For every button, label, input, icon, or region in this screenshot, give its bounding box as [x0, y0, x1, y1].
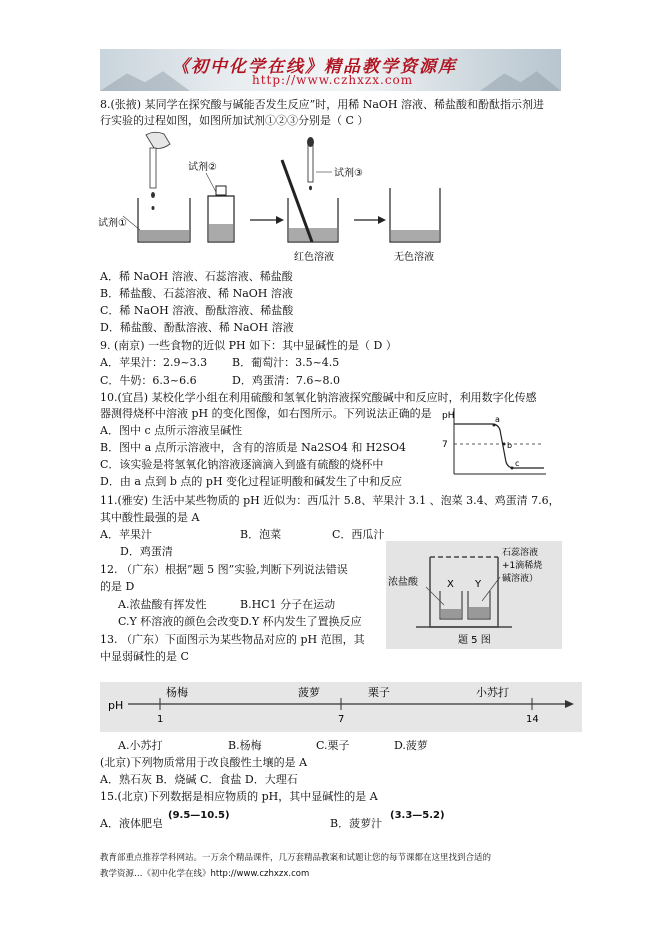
q15-option-b-value: (3.3—5.2): [390, 810, 445, 821]
cup-x-label: X: [447, 579, 454, 590]
q9-option-b: B．葡萄汁：3.5~4.5: [232, 356, 340, 369]
bottle-neck: [216, 186, 226, 195]
mountain-decoration: [480, 69, 561, 91]
q10-ph-graph: [440, 402, 550, 482]
q13-stem-line1: 13. （广东）下面图示为某些物品对应的 pH 范围，其: [100, 633, 365, 646]
q11-stem-line1: 11.(雅安) 生活中某些物质的 pH 近似为：西瓜汁 5.8、苹果汁 3.1 、泡菜 3.4、鸡蛋清 7.6，: [100, 494, 560, 507]
ph-label: pH: [108, 699, 124, 712]
q12-option-b: B.HC1 分子在运动: [240, 598, 336, 611]
q11-option-b: B．泡菜: [240, 528, 282, 541]
ph-curve: [454, 424, 544, 468]
q12-option-d: D.Y 杯内发生了置换反应: [240, 615, 362, 628]
q11-option-d: D．鸡蛋清: [120, 545, 173, 558]
item-yangmei: 杨梅: [166, 686, 188, 699]
q8-option-c: C．稀 NaOH 溶液、酚酞溶液、稀盐酸: [100, 304, 294, 317]
q8-option-a: A．稀 NaOH 溶液、石蕊溶液、稀盐酸: [100, 270, 293, 283]
acid-label: 浓盐酸: [388, 577, 418, 588]
q10-option-a: A．图中 c 点所示溶液呈碱性: [100, 424, 243, 437]
q13-option-a: A.小苏打: [118, 739, 163, 752]
q13-ph-scale: [100, 682, 582, 732]
q10-stem-line1: 10.(宜昌) 某校化学小组在利用硫酸和氢氧化钠溶液探究酸碱中和反应时，利用数字化传感: [100, 391, 537, 404]
q15-option-b: B．菠萝汁: [330, 817, 383, 830]
q13-stem-line2: 中显弱碱性的是 C: [100, 650, 189, 663]
q13-option-d: D.菠萝: [394, 739, 428, 752]
ph-axis-label: pH: [442, 411, 455, 421]
q15-option-a: A．液体肥皂: [100, 817, 163, 830]
drop-icon: [152, 206, 155, 210]
q10-option-d: D．由 a 点到 b 点的 pH 变化过程证明酸和碱发生了中和反应: [100, 475, 403, 488]
q8-stem-line2: 行实验的过程如图，如图所加试剂①②③分别是（ C ）: [100, 114, 369, 127]
q10-option-c: C．该实验是将氢氧化钠溶液逐滴滴入到盛有硫酸的烧杯中: [100, 458, 384, 471]
item-pineapple: 菠萝: [298, 686, 320, 699]
q8-experiment-figure: [98, 130, 448, 270]
q9-stem: 9. (南京) 一些食物的近似 PH 如下：其中显碱性的是（ D ）: [100, 339, 397, 352]
q9-option-a: A．苹果汁：2.9~3.3: [100, 356, 208, 369]
q10-option-b: B．图中 a 点所示溶液中，含有的溶质是 Na2SO4 和 H2SO4: [100, 441, 407, 454]
q11-option-c: C．西瓜汁: [332, 528, 385, 541]
q13-option-b: B.杨梅: [228, 739, 262, 752]
header-banner: [100, 49, 561, 91]
q14-options: A．熟石灰 B．烧碱 C．食盐 D．大理石: [100, 773, 298, 786]
solution-label-3: 碱溶液）: [502, 574, 539, 584]
banner-title: 《初中化学在线》精品教学资源库: [172, 57, 457, 77]
footer-line1: 教育部重点推荐学科网站。一万余个精品课件，几万套精品教案和试题让您的每节课都在这里找到合适的: [100, 853, 492, 863]
point-c-label: c: [515, 459, 520, 468]
reagent3-label: 试剂③: [334, 168, 363, 179]
cup-y-label: Y: [475, 579, 482, 590]
q12-stem-line2: 的是 D: [100, 580, 135, 593]
q8-option-b: B．稀盐酸、石蕊溶液、稀 NaOH 溶液: [100, 287, 293, 300]
q9-option-c: C．牛奶：6.3~6.6: [100, 374, 197, 387]
point-c: [511, 467, 514, 470]
q12-stem-line1: 12. （广东）根据”题 5 图”实验,判断下列说法错误: [100, 563, 348, 576]
colorless-solution-label: 无色溶液: [394, 252, 434, 263]
q9-option-d: D．鸡蛋清：7.6~8.0: [232, 374, 341, 387]
q8-stem-line1: 8.(张掖) 某同学在探究酸与碱能否发生反应”时，用稀 NaOH 溶液、稀盐酸和酚酞指示剂进: [100, 98, 544, 111]
q11-stem-line2: 其中酸性最强的是 A: [100, 511, 200, 524]
figure-caption: 题 5 图: [458, 635, 491, 646]
dropper-icon: [150, 148, 156, 188]
q12-option-c: C.Y 杯溶液的颜色会改变: [118, 615, 240, 628]
footer-line2[interactable]: 教学资源…《初中化学在线》http://www.czhxzx.com: [100, 869, 310, 879]
solution-label-1: 石蕊溶液: [502, 548, 539, 558]
tick-7: 7: [442, 440, 448, 450]
item-baking-soda: 小苏打: [476, 686, 509, 699]
hand-icon: [146, 132, 170, 148]
item-chestnut: 栗子: [368, 686, 390, 699]
tick-7: 7: [338, 714, 345, 725]
drop-icon: [151, 192, 155, 198]
q15-stem: 15.(北京)下列数据是相应物质的 pH，其中显碱性的是 A: [100, 790, 378, 803]
red-solution-label: 红色溶液: [294, 252, 334, 263]
tick-1: 1: [157, 714, 164, 725]
banner-url[interactable]: http://www.czhxzx.com: [252, 73, 414, 87]
q8-option-d: D．稀盐酸、酚酞溶液、稀 NaOH 溶液: [100, 321, 294, 334]
q12-option-a: A.浓盐酸有挥发性: [118, 598, 207, 611]
q11-option-a: A．苹果汁: [100, 528, 152, 541]
q14-stem: (北京)下列物质常用于改良酸性土壤的是 A: [100, 756, 308, 769]
reagent1-label: 试剂①: [98, 218, 127, 229]
q10-stem-line2: 器测得烧杯中溶液 pH 的变化图像，如右图所示。下列说法正确的是: [100, 407, 432, 420]
q13-option-c: C.栗子: [316, 739, 350, 752]
q15-option-a-value: (9.5—10.5): [168, 810, 230, 821]
point-b: [503, 443, 506, 446]
tick-14: 14: [526, 714, 539, 725]
point-a-label: a: [495, 415, 500, 424]
reagent2-label: 试剂②: [188, 162, 217, 173]
point-b-label: b: [507, 441, 513, 450]
q12-figure: [386, 541, 562, 649]
solution-label-2: +1滴稀烧: [502, 561, 543, 571]
